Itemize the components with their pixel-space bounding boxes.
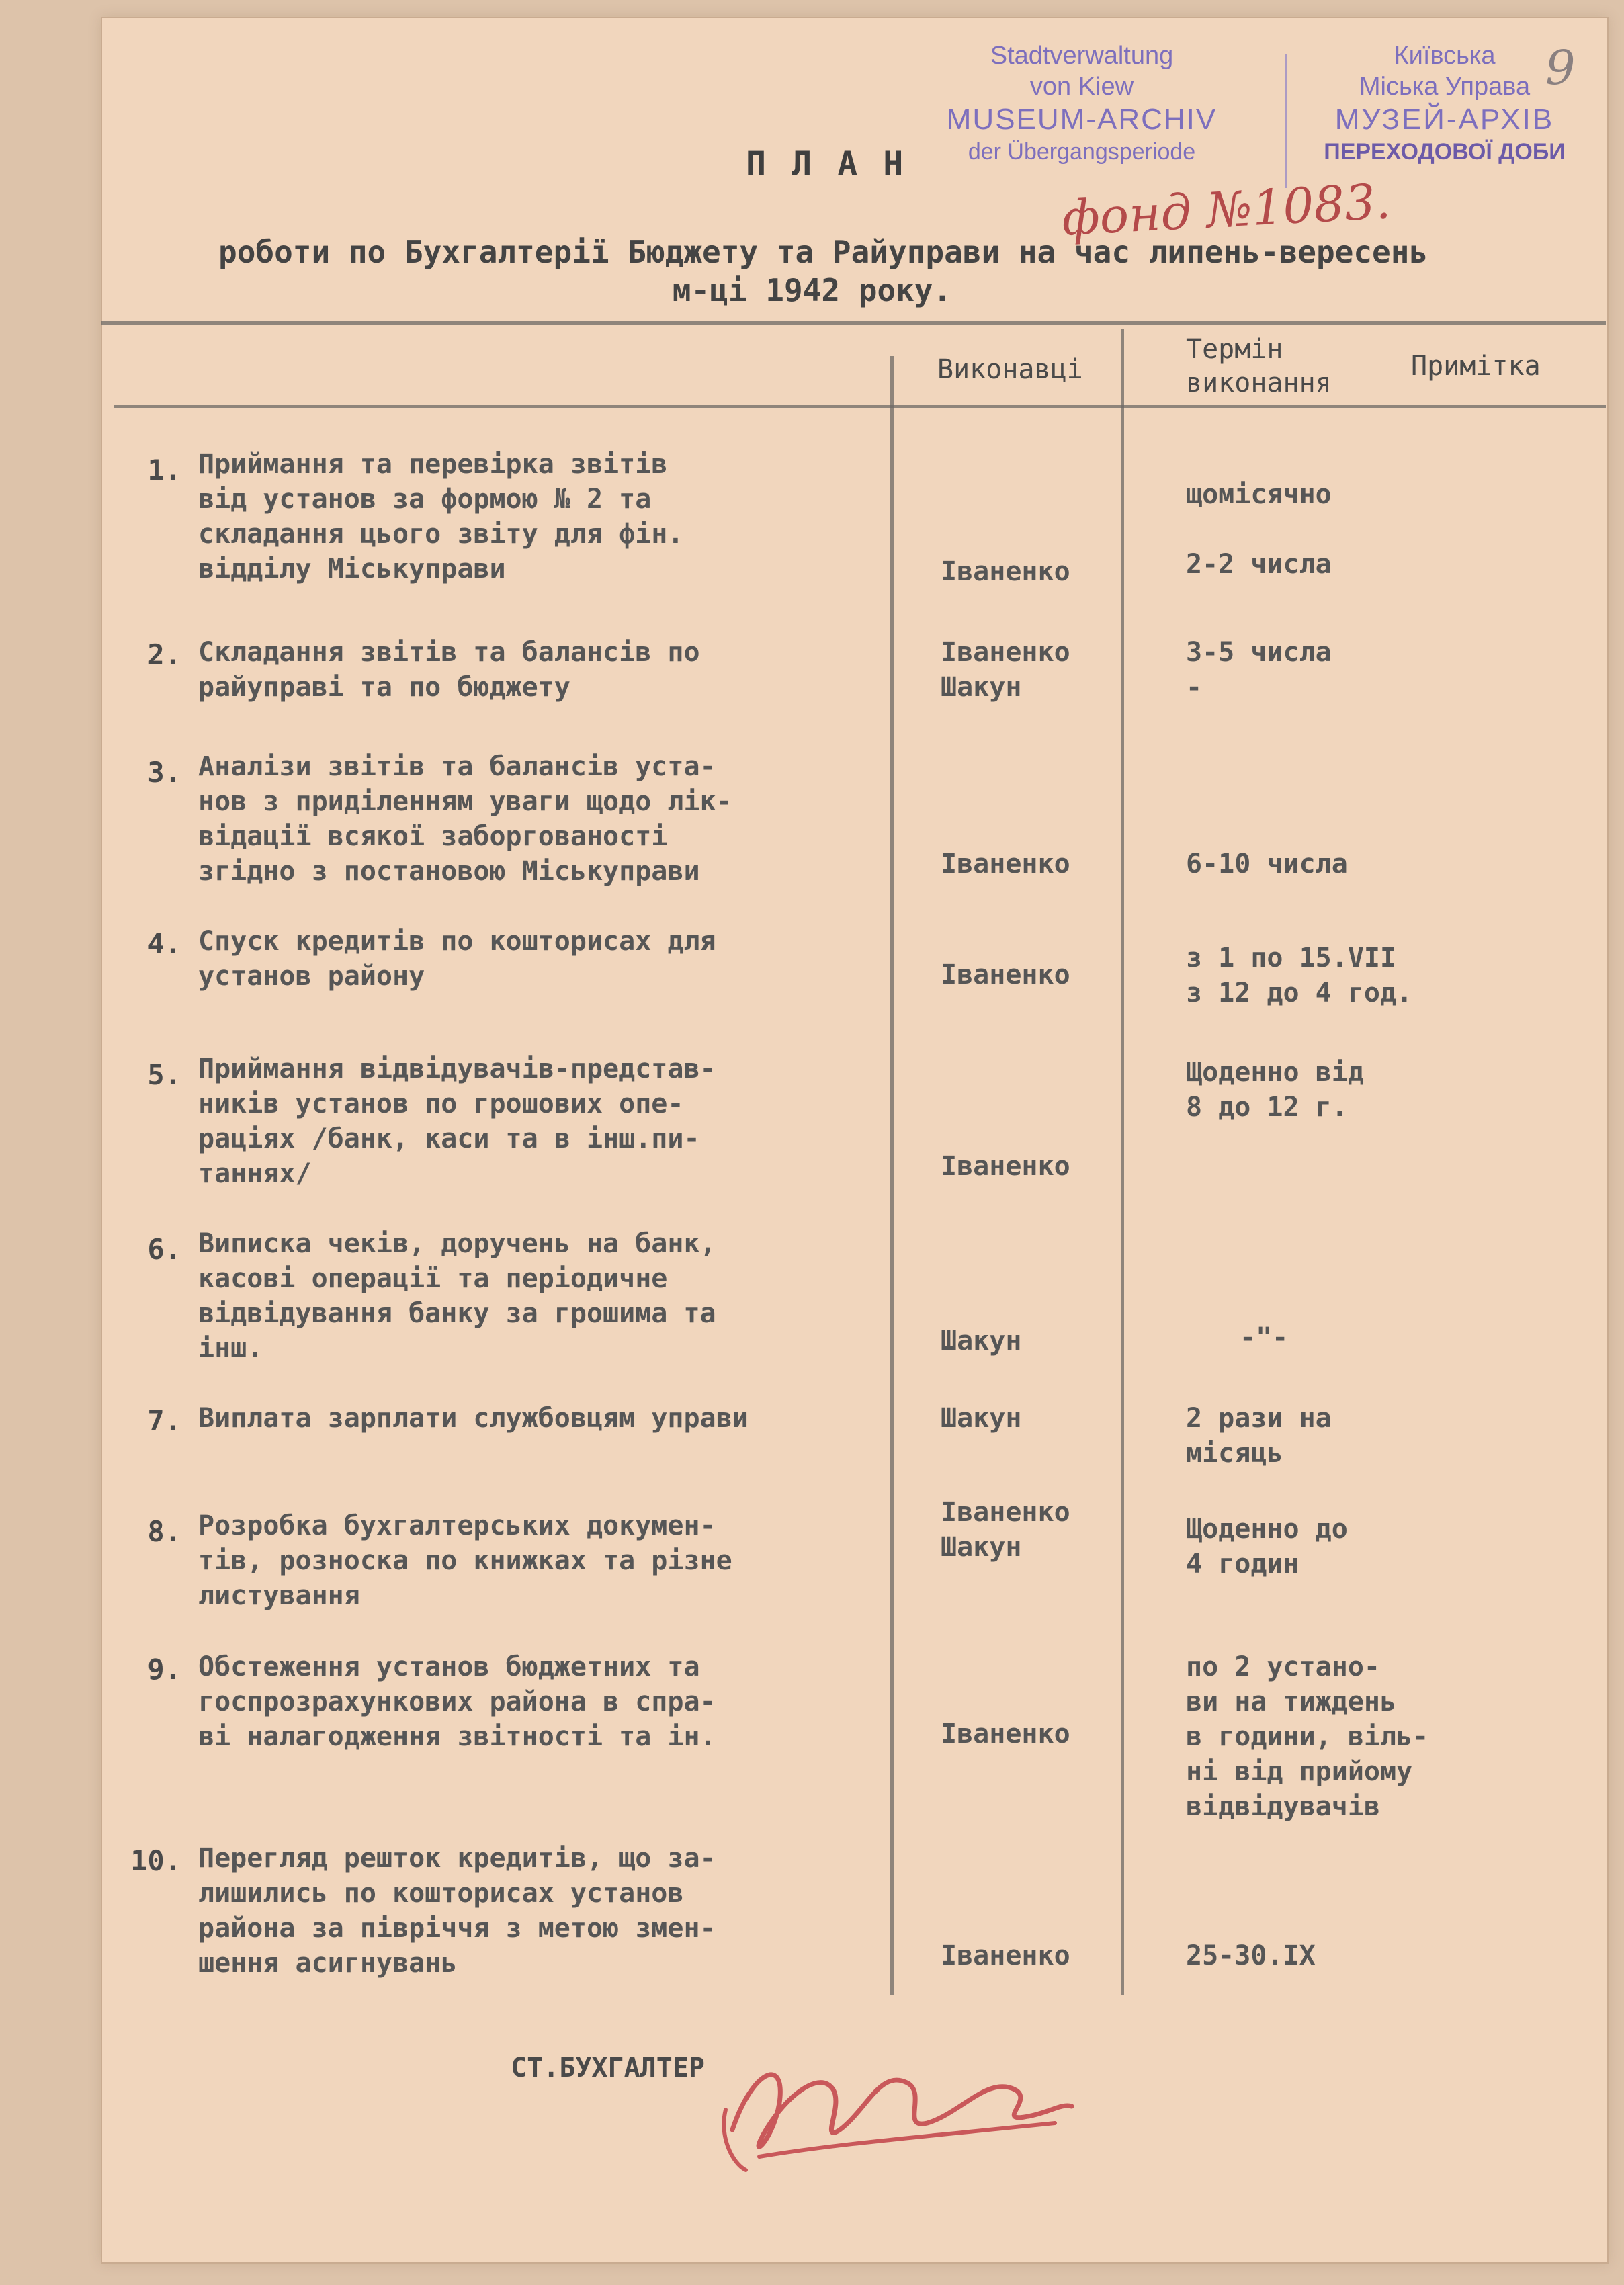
row-text: Виписка чеків, доручень на банк, касові операції та періодичне відвідування банку за грошима та інш. [198, 1228, 716, 1364]
stamp-left-line2: von Kiew [1029, 73, 1134, 101]
stamp-right-line2: Міська Управа [1359, 73, 1531, 101]
row-executor: Іваненко [941, 1940, 1070, 1971]
row-executor: Іваненко [941, 1151, 1070, 1182]
row-number: 8. [147, 1515, 181, 1548]
row-executor: Іваненко Шакун [941, 637, 1070, 703]
stamp-german [880, 40, 1283, 167]
row-executor: Іваненко [941, 849, 1070, 879]
archive-stamp [880, 40, 1599, 195]
row-number: 3. [147, 756, 181, 789]
header-term: Термін виконання [1186, 334, 1332, 398]
row-term: 6-10 числа [1186, 849, 1348, 879]
row-text: Спуск кредитів по кошторисах для установ району [198, 926, 716, 992]
row-number: 9. [147, 1653, 181, 1686]
row-term: щомісячно 2-2 числа [1186, 479, 1332, 580]
row-text: Обстеження установ бюджетних та госпрозрахункових района в спра- ві налагодження звітності та ін. [198, 1651, 716, 1752]
row-term: -"- [1240, 1322, 1289, 1353]
stamp-left-line1: Stadtverwaltung [990, 42, 1174, 70]
handwritten-signature [706, 2029, 1082, 2184]
row-text: Аналізи звітів та балансів уста- нов з приділенням уваги щодо лік- відації всякої заборгованості згідно з постановою Міськуправи [198, 751, 732, 887]
row-executor: Іваненко [941, 556, 1070, 587]
row-term: по 2 устано- ви на тиждень в години, віль- ні від прийому відвідувачів [1186, 1651, 1429, 1822]
row-term: 3-5 числа - [1186, 637, 1332, 703]
row-executor: Іваненко [941, 959, 1070, 990]
row-text: Складання звітів та балансів по райуправі та по бюджету [198, 637, 700, 703]
header-note: Примітка [1411, 351, 1541, 382]
table-top-rule [101, 321, 1606, 325]
stamp-left-line4: der Übergangsperiode [968, 139, 1196, 165]
row-text: Приймання та перевірка звітів від установ за формою № 2 та складання цього звіту для фін. відділу Міськуправи [198, 449, 684, 585]
row-number: 10. [130, 1844, 181, 1877]
document-title: ПЛАН [746, 144, 929, 183]
row-term: 2 рази на місяць [1186, 1403, 1332, 1469]
row-number: 4. [147, 927, 181, 960]
table-header-rule [114, 405, 1606, 408]
row-text: Приймання відвідувачів-представ- ників установ по грошових опе- раціях /банк, каси та в інш.пи- таннях/ [198, 1053, 716, 1189]
row-executor: Шакун [941, 1326, 1022, 1356]
stamp-right-line4: ПЕРЕХОДОВОЇ ДОБИ [1324, 139, 1566, 165]
row-executor: Іваненко Шакун [941, 1497, 1070, 1563]
stamp-left-line3: MUSEUM-ARCHIV [946, 103, 1217, 136]
row-term: з 1 по 15.VII з 12 до 4 год. [1186, 943, 1413, 1008]
row-number: 7. [147, 1404, 181, 1437]
document-subtitle-line1: роботи по Бухгалтерії Бюджету та Райуправи на час липень-вересень [218, 234, 1428, 270]
stamp-right-line3: МУЗЕЙ-АРХІВ [1334, 103, 1555, 136]
row-text: Розробка бухгалтерських докумен- тів, розноска по книжках та різне листування [198, 1510, 732, 1611]
page-number: 9 [1545, 40, 1576, 95]
row-number: 1. [147, 454, 181, 486]
row-number: 6. [147, 1233, 181, 1266]
row-text: Виплата зарплати службовцям управи [198, 1403, 749, 1434]
fond-note: фонд №1083. [1060, 173, 1392, 247]
row-term: 25-30.IX [1186, 1940, 1316, 1971]
row-text: Перегляд решток кредитів, що за- лишились по кошторисах установ района за півріччя з метою змен- шення асигнувань [198, 1843, 716, 1979]
row-number: 5. [147, 1058, 181, 1091]
document-subtitle-line2: м-ці 1942 року. [672, 272, 952, 308]
stamp-right-line1: Київська [1394, 42, 1496, 70]
row-term: Щоденно до 4 годин [1186, 1514, 1348, 1580]
header-executors: Виконавці [937, 354, 1083, 385]
row-term: Щоденно від 8 до 12 г. [1186, 1057, 1364, 1123]
stamp-ukrainian [1290, 40, 1599, 167]
signature-label: СТ.БУХГАЛТЕР [511, 2053, 705, 2083]
stamp-divider [1285, 54, 1287, 188]
row-executor: Шакун [941, 1403, 1022, 1434]
row-executor: Іваненко [941, 1719, 1070, 1750]
row-number: 2. [147, 638, 181, 671]
